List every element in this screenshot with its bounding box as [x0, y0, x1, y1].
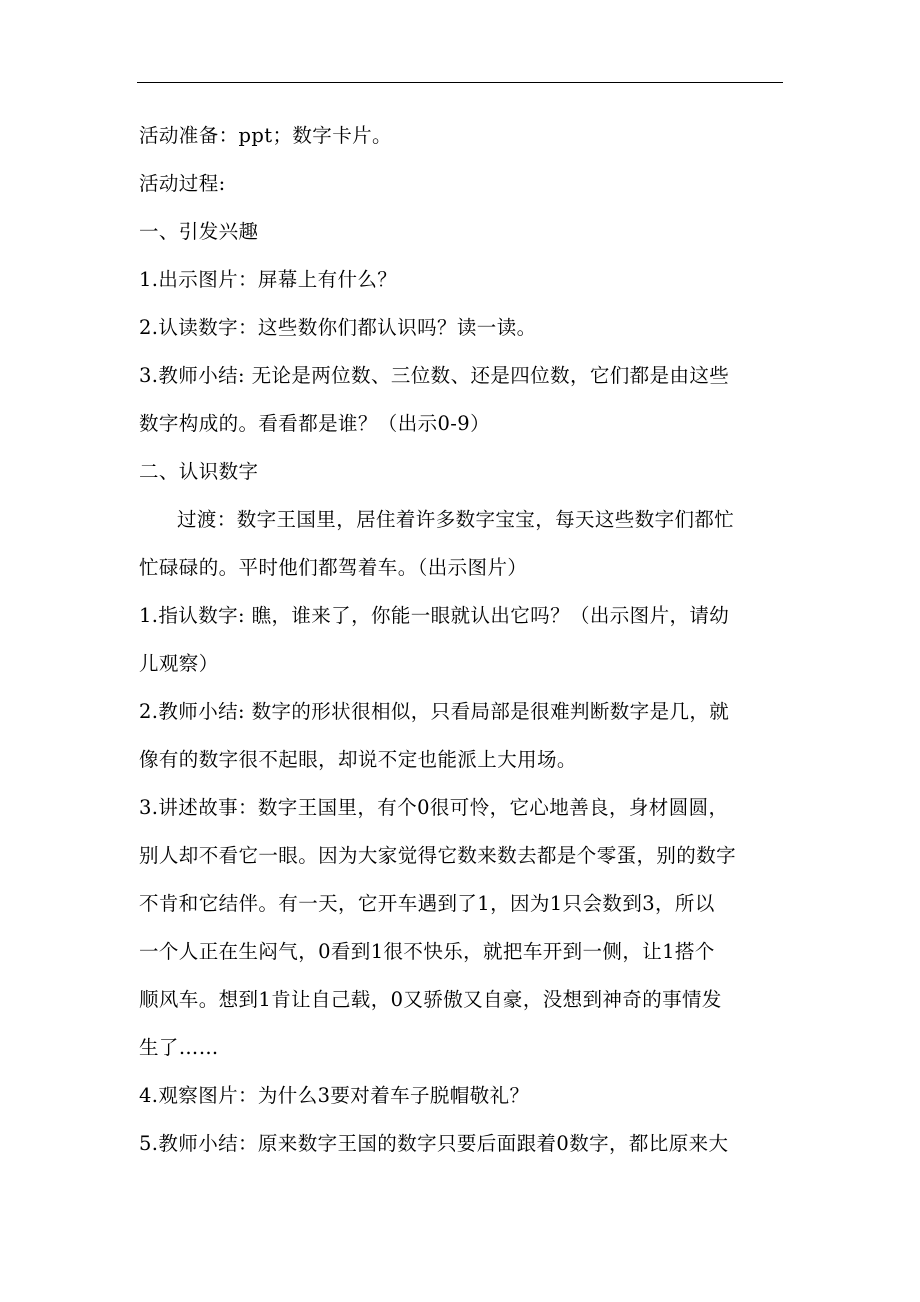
paragraph-line: 3.教师小结: 无论是两位数、三位数、还是四位数，它们都是由这些: [139, 364, 730, 387]
paragraph-line: 顺风车。想到1肯让自己载，0又骄傲又自豪，没想到神奇的事情发: [139, 988, 722, 1011]
paragraph-line: 生了……: [139, 1036, 219, 1059]
paragraph-line: 3.讲述故事：数字王国里，有个0很可怜，它心地善良，身材圆圆，: [139, 796, 729, 819]
paragraph-line: 5.教师小结：原来数字王国的数字只要后面跟着0数字，都比原来大: [139, 1132, 729, 1155]
header-rule: [137, 82, 783, 83]
paragraph-line: 不肯和它结伴。有一天，它开车遇到了1，因为1只会数到3，所以: [139, 892, 715, 915]
paragraph-line: 别人却不看它一眼。因为大家觉得它数来数去都是个零蛋，别的数字: [139, 844, 737, 867]
materials-line: 活动准备：ppt；数字卡片。: [139, 124, 392, 147]
paragraph-line: 忙碌碌的。平时他们都驾着车。（出示图片）: [139, 556, 528, 579]
paragraph-line: 2.认读数字：这些数你们都认识吗？读一读。: [139, 316, 537, 339]
paragraph-line: 儿观察）: [139, 652, 219, 675]
paragraph-line: 过渡：数字王国里，居住着许多数字宝宝，每天这些数字们都忙: [177, 508, 735, 531]
paragraph-line: 1.指认数字: 瞧，谁来了，你能一眼就认出它吗？（出示图片，请幼: [139, 604, 730, 627]
paragraph-line: 数字构成的。看看都是谁？（出示0-9）: [139, 412, 491, 435]
paragraph-line: 2.教师小结: 数字的形状很相似，只看局部是很难判断数字是几，就: [139, 700, 730, 723]
section-heading-2: 二、认识数字: [139, 460, 259, 483]
document-body: [139, 112, 799, 1168]
process-heading: 活动过程:: [139, 172, 226, 195]
section-heading-1: 一、引发兴趣: [139, 220, 259, 243]
paragraph-line: 4.观察图片：为什么3要对着车子脱帽敬礼？: [139, 1084, 530, 1107]
paragraph-line: 一个人正在生闷气，0看到1很不快乐，就把车开到一侧，让1搭个: [139, 940, 715, 963]
paragraph-line: 像有的数字很不起眼，却说不定也能派上大用场。: [139, 748, 577, 771]
paragraph-line: 1.出示图片：屏幕上有什么？: [139, 268, 398, 291]
